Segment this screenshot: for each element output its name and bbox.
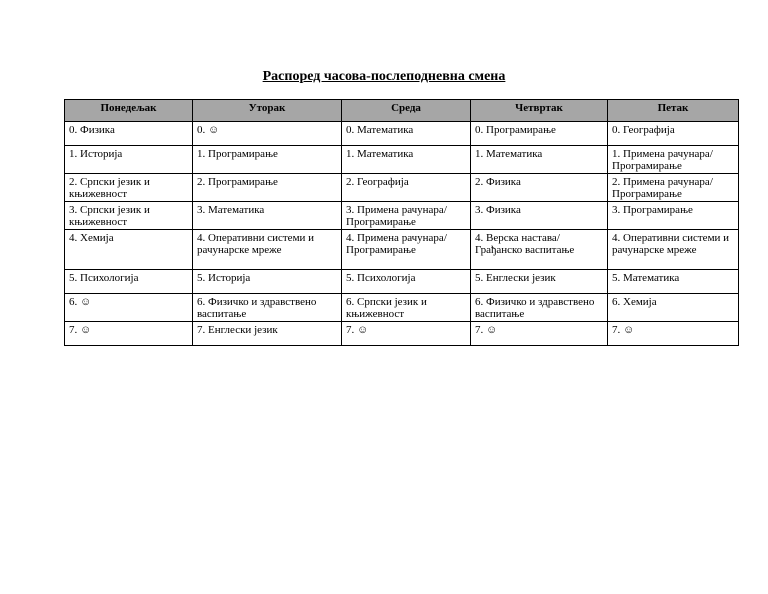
table-cell: 2. Српски језик и књижевност (65, 174, 193, 202)
table-cell: 3. Програмирање (608, 202, 739, 230)
table-cell: 4. Примена рачунара/ Програмирање (342, 230, 471, 270)
table-cell: 3. Примена рачунара/ Програмирање (342, 202, 471, 230)
table-cell: 4. Оперативни системи и рачунарске мреже (608, 230, 739, 270)
table-row (65, 230, 739, 270)
table-cell: 1. Математика (342, 146, 471, 174)
table-cell: 0. Физика (65, 122, 193, 146)
table-cell: 1. Примена рачунара/ Програмирање (608, 146, 739, 174)
table-cell: 4. Верска настава/Грађанско васпитање (471, 230, 608, 270)
table-cell: 5. Математика (608, 270, 739, 294)
table-cell: 0. Математика (342, 122, 471, 146)
table-cell: 3. Математика (193, 202, 342, 230)
table-row (65, 174, 739, 202)
header-row (65, 100, 739, 122)
table-cell: 4. Оперативни системи и рачунарске мреже (193, 230, 342, 270)
header-friday: Петак (608, 100, 739, 122)
table-cell: 7. ☺ (608, 322, 739, 346)
table-row (65, 122, 739, 146)
table-row (65, 202, 739, 230)
table-row (65, 270, 739, 294)
table-row (65, 294, 739, 322)
table-cell: 6. ☺ (65, 294, 193, 322)
table-cell: 7. ☺ (342, 322, 471, 346)
table-cell: 5. Психологија (342, 270, 471, 294)
table-cell: 3. Физика (471, 202, 608, 230)
table-cell: 5. Енглески језик (471, 270, 608, 294)
table-cell: 1. Програмирање (193, 146, 342, 174)
table-cell: 2. Физика (471, 174, 608, 202)
table-cell: 2. Програмирање (193, 174, 342, 202)
table-cell: 2. Географија (342, 174, 471, 202)
table-row (65, 146, 739, 174)
header-wednesday: Среда (342, 100, 471, 122)
table-cell: 6. Физичко и здравствено васпитање (193, 294, 342, 322)
table-cell: 2. Примена рачунара/ Програмирање (608, 174, 739, 202)
table-cell: 5. Психологија (65, 270, 193, 294)
table-cell: 7. ☺ (471, 322, 608, 346)
table-cell: 0. Програмирање (471, 122, 608, 146)
header-thursday: Четвртак (471, 100, 608, 122)
table-row (65, 322, 739, 346)
table-cell: 7. ☺ (65, 322, 193, 346)
table-cell: 3. Српски језик и књижевност (65, 202, 193, 230)
schedule-table (64, 99, 739, 346)
table-cell: 6. Српски језик и књижевност (342, 294, 471, 322)
header-monday: Понедељак (65, 100, 193, 122)
header-tuesday: Уторак (193, 100, 342, 122)
table-cell: 1. Историја (65, 146, 193, 174)
table-cell: 0. Географија (608, 122, 739, 146)
table-cell: 1. Математика (471, 146, 608, 174)
table-cell: 6. Физичко и здравствено васпитање (471, 294, 608, 322)
table-cell: 4. Хемија (65, 230, 193, 270)
table-cell: 5. Историја (193, 270, 342, 294)
table-cell: 6. Хемија (608, 294, 739, 322)
table-cell: 7. Енглески језик (193, 322, 342, 346)
table-cell: 0. ☺ (193, 122, 342, 146)
page-title-text: Распоред часова-послеподневна смена (262, 69, 506, 84)
page-title (0, 69, 768, 85)
